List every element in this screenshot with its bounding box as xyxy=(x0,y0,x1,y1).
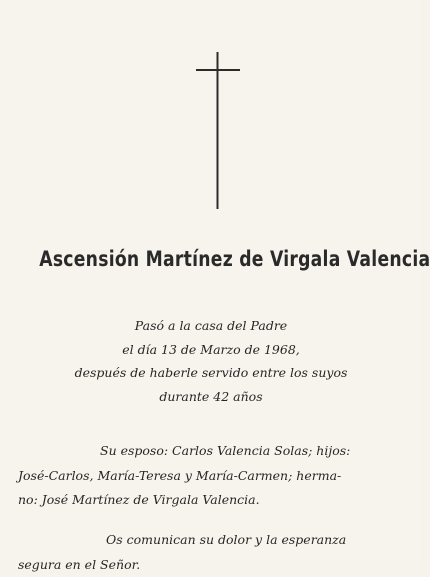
family-line-2: José-Carlos, María-Teresa y María-Carmen; herma- xyxy=(18,464,394,489)
family-line-1: Su esposo: Carlos Valencia Solas; hijos: xyxy=(18,439,394,464)
death-announcement xyxy=(0,314,422,408)
closing-line-1: Os comunican su dolor y la esperanza xyxy=(18,528,394,553)
announcement-line-4: durante 42 años xyxy=(0,385,422,409)
announcement-line-1: Pasó a la casa del Padre xyxy=(0,314,422,338)
family-paragraph xyxy=(18,439,394,513)
announcement-line-2: el día 13 de Marzo de 1968, xyxy=(0,338,422,362)
deceased-name: Ascensión Martínez de Virgala Valencia xyxy=(39,247,385,271)
cross-icon xyxy=(196,52,240,212)
closing-line-2: segura en el Señor. xyxy=(18,553,394,577)
closing-paragraph xyxy=(18,528,394,577)
family-line-3: no: José Martínez de Virgala Valencia. xyxy=(18,488,394,513)
announcement-line-3: después de haberle servido entre los suyos xyxy=(0,361,422,385)
